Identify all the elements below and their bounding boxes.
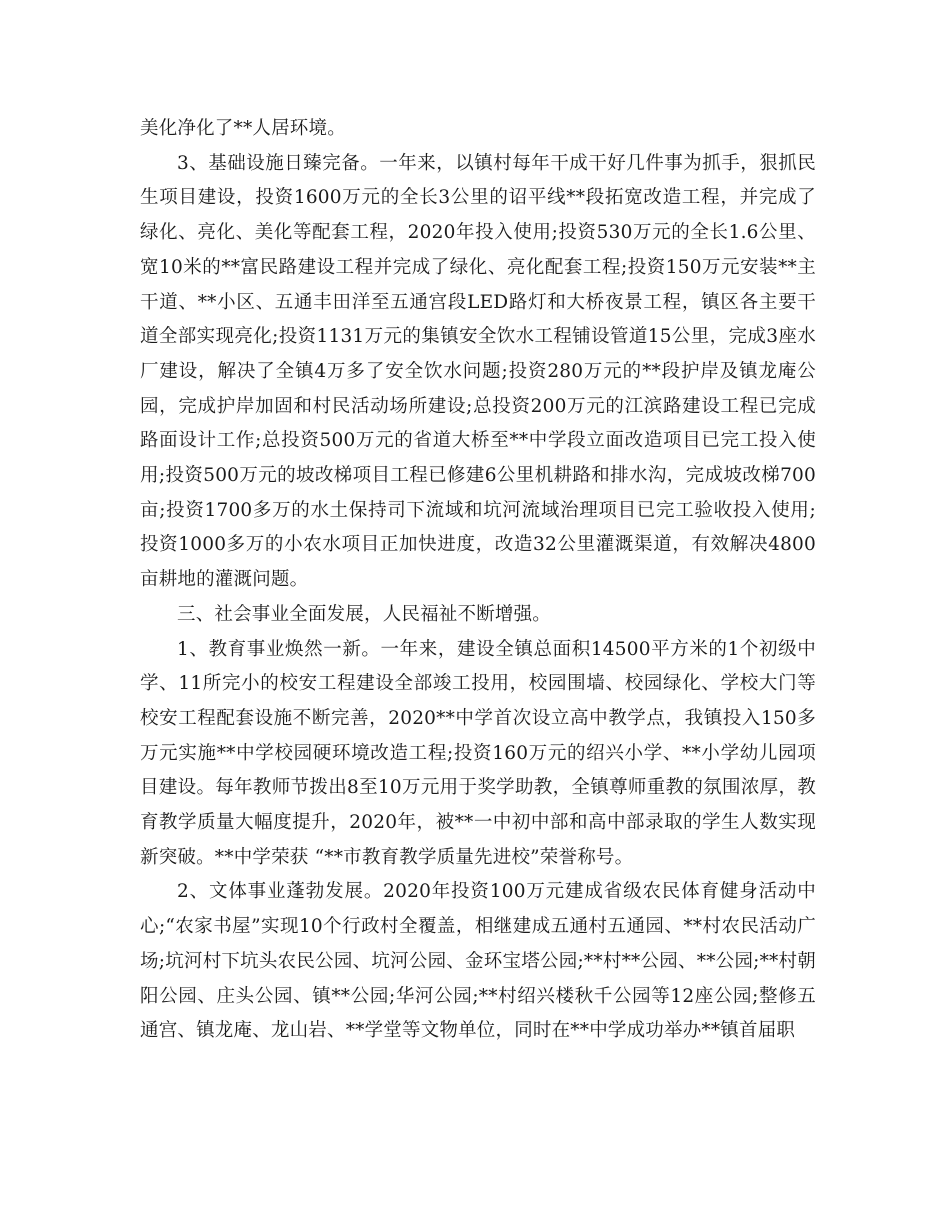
section-heading-social: 三、社会事业全面发展，人民福祉不断增强。 [177,603,552,625]
paragraph-education: 1、教育事业焕然一新。一年来，建设全镇总面积14500平方米的1个初级中学、11所完小的校安工程建设全部竣工投用，校园围墙、校园绿化、学校大门等校安工程配套设施不断完善，2020**中学首次设立高中教学点，我镇投入150多万元实施**中学校园硬环境改造工程;投资160万元的绍兴小学、**小学幼儿园项目建设。每年教师节拨出8至10万元用于奖学助教，全镇尊师重教的氛围浓厚，教育教学质量大幅度提升，2020年，被**一中初中部和高中部录取的学生人数实现新突破。**中学荣获 “**市教育教学质量先进校”荣誉称号。 [140,638,816,868]
document-body [140,112,816,1049]
paragraph-continuation: 美化净化了**人居环境。 [140,118,346,139]
paragraph-infrastructure: 3、基础设施日臻完备。一年来，以镇村每年干成干好几件事为抓手，狠抓民生项目建设，投资1600万元的全长3公里的诏平线**段拓宽改造工程，并完成了绿化、亮化、美化等配套工程，2020年投入使用;投资530万元的全长1.6公里、宽10米的**富民路建设工程并完成了绿化、亮化配套工程;投资150万元安装**主干道、**小区、五通丰田洋至五通宫段LED路灯和大桥夜景工程，镇区各主要干道全部实现亮化;投资1131万元的集镇安全饮水工程铺设管道15公里，完成3座水厂建设，解决了全镇4万多了安全饮水问题;投资280万元的**段护岸及镇龙庵公园，完成护岸加固和村民活动场所建设;总投资200万元的江滨路建设工程已完成路面设计工作;总投资500万元的省道大桥至**中学段立面改造项目已完工投入使用;投资500万元的坡改梯项目工程已修建6公里机耕路和排水沟，完成坡改梯700亩;投资1700多万的水土保持司下流域和坑河流域治理项目已完工验收投入使用;投资1000多万的小农水项目正加快进度，改造32公里灌溉渠道，有效解决4800亩耕地的灌溉问题。 [140,152,816,591]
paragraph-culture-sports: 2、文体事业蓬勃发展。2020年投资100万元建成省级农民体育健身活动中心;“农家书屋”实现10个行政村全覆盖，相继建成五通村五通园、**村农民活动广场;坑河村下坑头农民公园、坑河公园、金环宝塔公园;**村**公园、**公园;**村朝阳公园、庄头公园、镇**公园;华河公园;**村绍兴楼秋千公园等12座公园;整修五通宫、镇龙庵、龙山岩、**学堂等文物单位，同时在**中学成功举办**镇首届职 [140,881,816,1042]
